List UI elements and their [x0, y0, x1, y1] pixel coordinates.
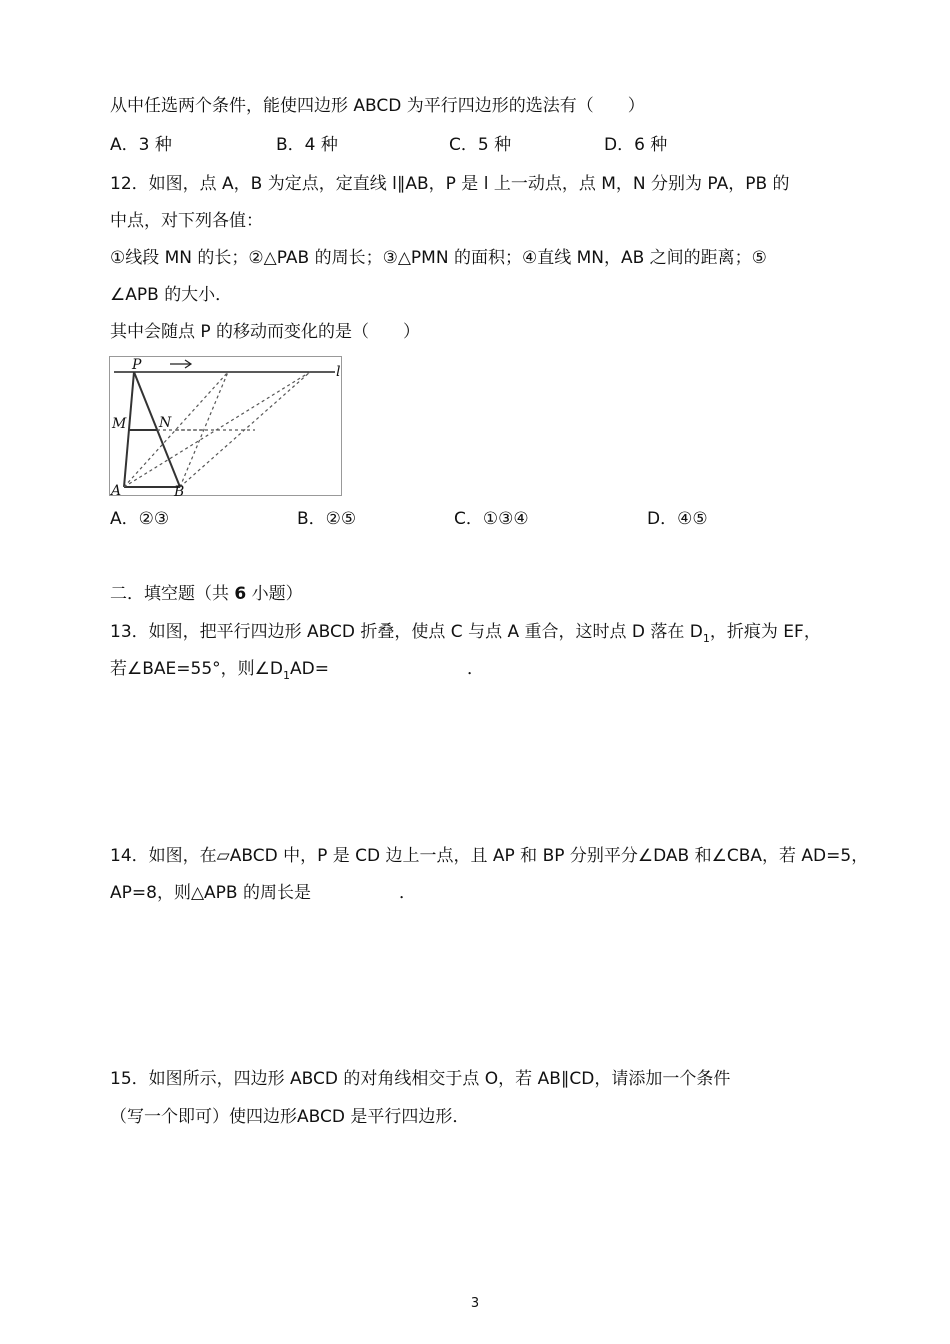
q13-line2: 若∠BAE=55°，则$\angle D_1AD=$ ． — [110, 659, 484, 682]
q11-option-c: C．5 种 — [449, 135, 512, 155]
q11-option-b: B．4 种 — [276, 135, 338, 155]
q15-line2: （写一个即可）使四边形ABCD 是平行四边形． — [110, 1107, 470, 1127]
q12-option-b: B．②⑤ — [297, 509, 357, 529]
q12-line1: 12．如图，点 A，B 为定点，定直线 l∥AB，P 是 l 上一动点，点 M，N 分别为 PA，PB 的 — [110, 174, 790, 194]
q11-option-a: A．3 种 — [110, 135, 172, 155]
q13-line1: 13．如图，把平行四边形 ABCD 折叠，使点 C 与点 A 重合，这时点 D 落在 $D_1$，折痕为 EF， — [110, 622, 821, 645]
q15-line1: 15．如图所示，四边形 ABCD 的对角线相交于点 O，若 AB∥CD，请添加一个条件 — [110, 1069, 731, 1089]
q14-line1: 14．如图，在▱ABCD 中，P 是 CD 边上一点，且 AP 和 BP 分别平分∠DAB 和∠CBA，若 AD=5， — [110, 846, 869, 866]
q12-line3: ①线段 MN 的长；②△PAB 的周长；③△PMN 的面积；④直线 MN，AB 之间的距离；⑤ — [110, 248, 767, 268]
section-heading: 二．填空题（共 6 小题） — [110, 584, 303, 604]
page-number: 3 — [470, 1296, 480, 1311]
q12-figure — [109, 356, 342, 496]
label-m: M — [112, 416, 127, 432]
q14-line2: AP=8，则△APB 的周长是 ． — [110, 883, 416, 903]
q12-line4: ∠APB 的大小． — [110, 285, 233, 305]
label-l: l — [336, 364, 341, 380]
q12-line5: 其中会随点 P 的移动而变化的是（ ） — [110, 322, 421, 342]
q11-option-d: D．6 种 — [604, 135, 668, 155]
q12-line2: 中点，对下列各值： — [110, 211, 263, 231]
label-b: B — [174, 484, 185, 497]
q11-stem-tail: 从中任选两个条件，能使四边形 ABCD 为平行四边形的选法有（ ） — [110, 96, 645, 116]
q12-option-d: D．④⑤ — [647, 509, 708, 529]
q12-option-a: A．②③ — [110, 509, 170, 529]
q12-option-c: C．①③④ — [454, 509, 529, 529]
label-p: P — [132, 357, 142, 373]
label-a: A — [111, 483, 122, 497]
label-n: N — [159, 415, 172, 431]
